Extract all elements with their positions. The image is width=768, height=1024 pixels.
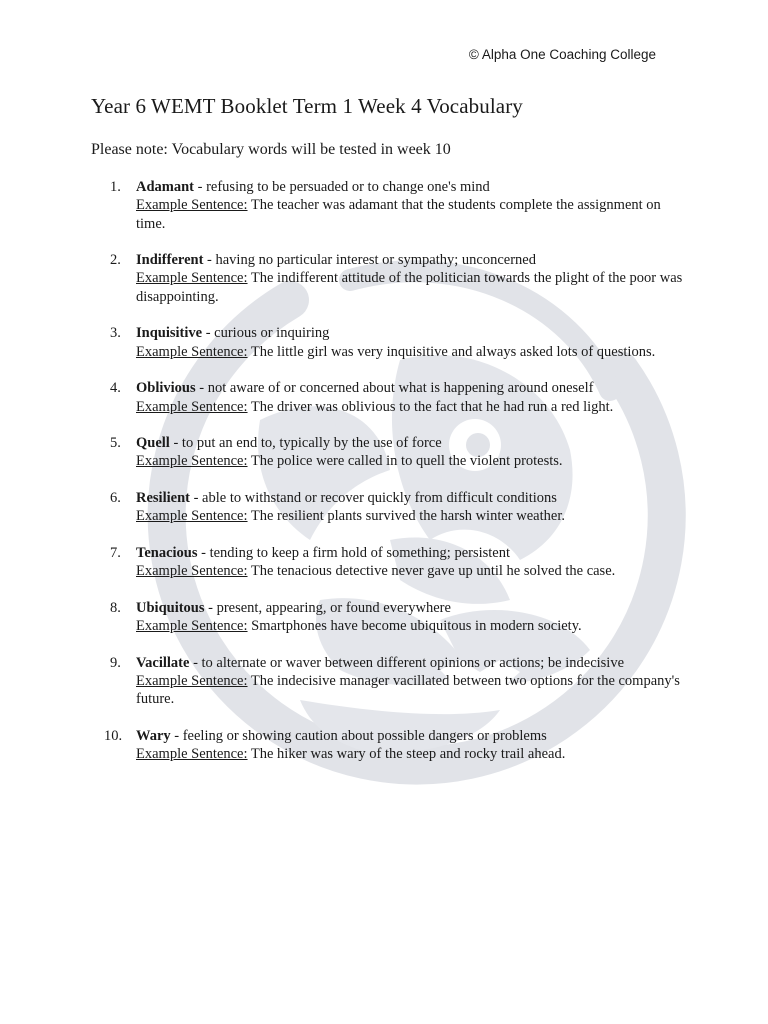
item-number: 5. <box>110 435 121 452</box>
vocab-item <box>110 379 690 416</box>
vocab-word: Wary <box>136 727 171 744</box>
vocab-definition: - to alternate or waver between different opinions or actions; be indecisive <box>189 654 625 671</box>
vocab-item <box>104 727 690 764</box>
vocab-word: Indifferent <box>136 252 204 269</box>
vocab-item <box>110 489 690 526</box>
vocab-definition: - not aware of or concerned about what is happening around oneself <box>195 380 594 397</box>
vocab-word: Adamant <box>136 179 195 195</box>
vocab-definition: - feeling or showing caution about possible dangers or problems <box>170 727 547 744</box>
vocab-item <box>110 544 690 581</box>
vocab-definition: - curious or inquiring <box>202 325 330 342</box>
vocab-word: Inquisitive <box>136 325 203 342</box>
vocab-word: Ubiquitous <box>136 599 205 616</box>
vocab-word: Tenacious <box>136 544 198 561</box>
item-number: 8. <box>110 599 121 616</box>
example-label: Example Sentence: <box>136 197 248 214</box>
vocab-definition: - refusing to be persuaded or to change one's mind <box>194 179 490 195</box>
item-number: 1. <box>110 179 121 195</box>
vocab-word: Oblivious <box>136 380 196 397</box>
example-sentence: The police were called in to quell the violent protests. <box>247 453 563 470</box>
vocab-item <box>110 324 690 361</box>
example-label: Example Sentence: <box>136 563 248 580</box>
example-sentence: The indifferent attitude of the politician towards the plight of the poor was disappointing. <box>136 270 683 305</box>
example-label: Example Sentence: <box>136 270 248 287</box>
vocab-definition: - present, appearing, or found everywhere <box>204 599 451 616</box>
example-label: Example Sentence: <box>136 673 248 690</box>
example-sentence: The resilient plants survived the harsh winter weather. <box>247 508 565 525</box>
item-number: 6. <box>110 490 121 507</box>
example-label: Example Sentence: <box>136 508 248 525</box>
item-number: 2. <box>110 252 121 269</box>
example-sentence: Smartphones have become ubiquitous in modern society. <box>247 618 582 635</box>
vocab-definition: - tending to keep a firm hold of something; persistent <box>197 544 511 561</box>
item-number: 4. <box>110 380 121 397</box>
example-label: Example Sentence: <box>136 746 248 763</box>
example-sentence: The teacher was adamant that the students complete the assignment on time. <box>136 197 661 232</box>
vocab-item <box>110 178 690 233</box>
example-sentence: The tenacious detective never gave up until he solved the case. <box>247 563 616 580</box>
example-sentence: The driver was oblivious to the fact that he had run a red light. <box>247 398 614 415</box>
vocab-item <box>110 599 690 636</box>
vocab-definition: - able to withstand or recover quickly from difficult conditions <box>189 490 557 507</box>
vocab-word: Resilient <box>136 490 190 507</box>
vocab-word: Quell <box>136 435 170 452</box>
example-label: Example Sentence: <box>136 343 248 360</box>
vocab-item <box>110 434 690 471</box>
example-label: Example Sentence: <box>136 618 248 635</box>
item-number: 3. <box>110 325 121 342</box>
example-label: Example Sentence: <box>136 398 248 415</box>
example-sentence: The indecisive manager vacillated between two options for the company's future. <box>136 673 680 708</box>
vocab-definition: - to put an end to, typically by the use of force <box>169 435 442 452</box>
example-sentence: The hiker was wary of the steep and rocky trail ahead. <box>247 746 566 763</box>
vocab-word: Vacillate <box>136 654 190 671</box>
copyright-notice: © Alpha One Coaching College <box>468 47 656 62</box>
item-number: 10. <box>104 727 123 744</box>
example-sentence: The little girl was very inquisitive and always asked lots of questions. <box>247 343 656 360</box>
example-label: Example Sentence: <box>136 453 248 470</box>
vocab-item <box>110 654 690 709</box>
test-note: Please note: Vocabulary words will be tested in week 10 <box>91 141 451 158</box>
item-number: 7. <box>110 544 121 561</box>
vocab-definition: - having no particular interest or sympathy; unconcerned <box>203 252 536 269</box>
vocab-item <box>110 251 690 306</box>
vocabulary-list <box>104 178 690 782</box>
item-number: 9. <box>110 654 121 671</box>
page-title: Year 6 WEMT Booklet Term 1 Week 4 Vocabulary <box>91 94 523 118</box>
